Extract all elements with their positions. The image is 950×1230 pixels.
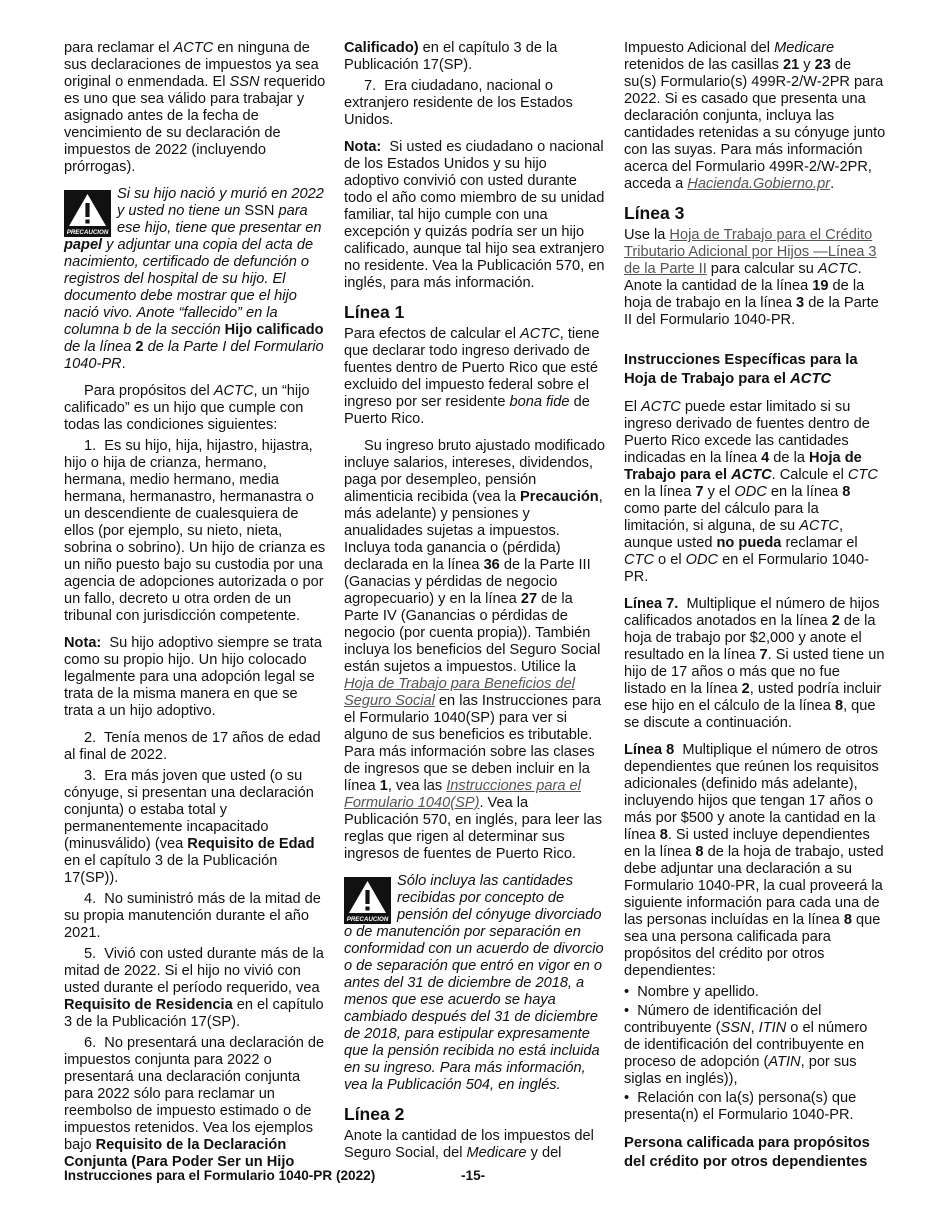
heading-linea-1: Línea 1 xyxy=(344,302,405,322)
paragraph-linea-7: Línea 7. Multiplique el número de hijos calificados anotados en la línea 2 de la hoja de trabajo por $2,000 y anote el resultado en la línea 7. Si usted tiene un hijo de 17 años o más que no fue listado en la línea 2, usted podría incluir ese hijo en el cálculo de la línea 8, que se discute a continuación. xyxy=(624,596,885,731)
page-footer xyxy=(64,1168,886,1183)
caution-icon xyxy=(64,190,111,237)
paragraph-modified-agi: Su ingreso bruto ajustado modificado incluye salarios, intereses, dividendos, paga por desempleo, pensión alimenticia recibida (vea la Precaución, más adelante) y pensiones y anualidades sujetas a impuestos. Incluya toda ganancia o (pérdida) declarada en la línea 36 de la Parte III (Ganacias y pérdidas de negocio agropecuario) y en la línea 27 de la Parte IV (Ganancias o pérdidas de negocio (por cuenta propia)). También incluya los beneficios del Seguro Social están sujetos a impuestos. Utilice la Hoja de Trabajo para Beneficios del Seguro Social en las Instrucciones para el Formulario 1040(SP) para ver si alguno de sus beneficios es tributable. Para más información sobre las clases de ingresos que se deben incluir en la línea 1, vea las Instrucciones para el Formulario 1040(SP). Vea la Publicación 570, en inglés, para leer las reglas que rigen al determinar sus ingresos de fuentes de Puerto Rico. xyxy=(344,438,605,862)
link-hacienda[interactable]: Hacienda.Gobierno.pr xyxy=(687,176,831,192)
link-actc-worksheet[interactable]: Hoja de Trabajo para el Crédito Tributario Adicional por Hijos —Línea 3 de la Parte II xyxy=(624,227,877,277)
caution-note-1: PRECAUCION Si su hijo nació y murió en 2022 y usted no tiene un SSN para ese hijo, tiene que presentar en papel y adjuntar una copia del acta de nacimiento, certificado de defunción o registros del hospital de su hijo. El documento debe mostrar que el hijo nació vivo. Anote “fallecido” en la columna b de la sección Hijo calificado de la línea 2 de la Parte I del Formulario 1040-PR. xyxy=(64,186,324,372)
heading-linea-2: Línea 2 xyxy=(344,1104,405,1124)
footer-title: Instrucciones para el Formulario 1040-PR (2022) xyxy=(64,1168,376,1183)
condition-item-2: 2. Tenía menos de 17 años de edad al final de 2022. xyxy=(64,730,321,763)
paragraph-actc-limit: El ACTC puede estar limitado si su ingreso derivado de fuentes dentro de Puerto Rico excede las cantidades indicadas en la línea 4 de la Hoja de Trabajo para el ACTC. Calcule el CTC en la línea 7 y el ODC en la línea 8 como parte del cálculo para la limitación, si alguna, de su ACTC, aunque usted no pueda reclamar el CTC o el ODC en el Formulario 1040-PR. xyxy=(624,399,878,585)
paragraph-linea-2-continued: Impuesto Adicional del Medicare retenidos de las casillas 21 y 23 de su(s) Formulario(s) 499R-2/W-2PR para 2022. Si es casado que presenta una declaración conjunta, incluya las cantidades retenidas a su cónyuge junto con las suyas. Para más información acerca del Formulario 499R-2/W-2PR, acceda a Hacienda.Gobierno.pr. xyxy=(624,40,886,192)
paragraph-linea-2: Anote la cantidad de los impuestos del Seguro Social, del Medicare y del xyxy=(344,1128,594,1161)
paragraph-linea-3: Use la Hoja de Trabajo para el Crédito Tributario Adicional por Hijos —Línea 3 de la Parte II para calcular su ACTC. Anote la cantidad de la línea 19 de la hoja de trabajo en la línea 3 de la Parte II del Formulario 1040-PR. xyxy=(624,227,879,328)
link-social-security-worksheet[interactable]: Hoja de Trabajo para Beneficios del Seguro Social xyxy=(344,676,575,709)
paragraph-linea-8: Línea 8 Multiplique el número de otros dependientes que reúnen los requisitos adicionales (definido más adelante), incluyendo hijos que tengan 17 años o más por $500 y anote la cantidad en la línea 8. Si usted incluye dependientes en la línea 8 de la hoja de trabajo, usted debe adjuntar una declaración a su Formulario 1040-PR, la cual proveerá la siguiente información para cada una de las personas incluídas en la línea 8 que sea una persona calificada para propósitos del crédito por otros dependientes: xyxy=(624,742,884,979)
list-item: • Número de identificación del contribuyente (SSN, ITIN o el número de identificación del contribuyente en proceso de adopción (ATIN, por sus siglas en inglés)), xyxy=(624,1003,868,1087)
heading-linea-3: Línea 3 xyxy=(624,203,685,223)
list-item: • Nombre y apellido. xyxy=(624,984,759,1000)
condition-item-3: 3. Era más joven que usted (o su cónyuge, si presentan una declaración conjunta) o estaba total y permanentemente incapacitado (minusválido) (vea Requisito de Edad en el capítulo 3 de la Publicación 17(SP)). xyxy=(64,768,315,886)
caution-note-2: PRECAUCION Sólo incluya las cantidades recibidas por concepto de pensión del cónyuge divorciado o de manutención por separación en conformidad con un acuerdo de divorcio o de separación que entró en vigor en o antes del 31 de diciembre de 2018, a menos que ese acuerdo se haya cambiado después del 31 de diciembre de 2018, para estipular expresamente que la pensión recibida no está incluida en su ingreso. Para más información, vea la Publicación 504, en inglés. xyxy=(344,873,604,1093)
condition-item-4: 4. No suministró más de la mitad de su propia manutención durante el año 2021. xyxy=(64,891,321,941)
list-item: • Relación con la(s) persona(s) que presenta(n) el Formulario 1040-PR. xyxy=(624,1090,857,1123)
heading-qualifying-person: Persona calificada para propósitos del crédito por otros dependientes xyxy=(624,1135,870,1170)
paragraph-linea-1: Para efectos de calcular el ACTC, tiene que declarar todo ingreso derivado de fuentes dentro de Puerto Rico que esté excluido del impuesto federal sobre el ingreso por ser residente bona fide de Puerto Rico. xyxy=(344,326,600,427)
caution-icon-label: PRECAUCION xyxy=(346,916,389,923)
paragraph-actc-ssn: para reclamar el ACTC en ninguna de sus declaraciones de impuestos ya sea original o enmendada. El SSN requerido es uno que sea válido para trabajar y asignado antes de la fecha de vencimiento de su declaración de impuestos de 2022 (incluyendo prórrogas). xyxy=(64,40,326,175)
caution-icon-label: PRECAUCION xyxy=(66,229,109,236)
column-3 xyxy=(624,40,886,1182)
condition-item-6: 6. No presentará una declaración de impuestos conjunta para 2022 o presentará una declaración conjunta para 2022 sólo para reclamar un reembolso de impuesto estimado o de impuestos retenidos. Vea los ejemplos bajo Requisito de la Declaración Conjunta (Para Poder Ser un Hijo xyxy=(64,1035,325,1170)
link-form-1040sp-instructions[interactable]: Instrucciones para el Formulario 1040(SP) xyxy=(344,778,581,811)
note-adopted-child: Nota: Su hijo adoptivo siempre se trata como su propio hijo. Un hijo colocado legalmente para una adopción legal se trata de la misma manera en que se trata a un hijo adoptivo. xyxy=(64,635,322,719)
heading-specific-instructions: Instrucciones Específicas para la Hoja de Trabajo para el ACTC xyxy=(624,352,858,387)
note-us-citizen: Nota: Si usted es ciudadano o nacional de los Estados Unidos y su hijo adoptivo convivió con usted durante todo el año como miembro de su unidad familiar, tal hijo cumple con una excepción y quizás podría ser un hijo calificado, aunque tal hijo sea extranjero no residente. Vea la Publicación 570, en inglés, para más información. xyxy=(344,139,605,291)
condition-item-7: 7. Era ciudadano, nacional o extranjero residente de los Estados Unidos. xyxy=(344,78,573,128)
caution-icon xyxy=(344,877,391,924)
paragraph-qualifying-child: Para propósitos del ACTC, un “hijo calificado” es un hijo que cumple con todas las condiciones siguientes: xyxy=(64,383,310,433)
paragraph-continued: Calificado) en el capítulo 3 de la Publicación 17(SP). xyxy=(344,40,558,73)
page-number: -15- xyxy=(461,1168,486,1183)
condition-item-1: 1. Es su hijo, hija, hijastro, hijastra, hijo o hija de crianza, hermano, hermana, medio hermano, media hermana, hermanastro, hermanastra o un descendiente de cualesquiera de ellos (por ejemplo, su nieto, nieta, sobrina o sobrino). Un hijo de crianza es un niño puesto bajo su custodia por una agencia de adopciones autorizada o por un fallo, decreto u otra orden de un tribunal con jurisdicción competente. xyxy=(64,438,326,624)
column-2 xyxy=(344,40,606,1172)
condition-item-5: 5. Vivió con usted durante más de la mitad de 2022. Si el hijo no vivió con usted durante el período requerido, vea Requisito de Residencia en el capítulo 3 de la Publicación 17(SP). xyxy=(64,946,324,1030)
column-1 xyxy=(64,40,326,1175)
